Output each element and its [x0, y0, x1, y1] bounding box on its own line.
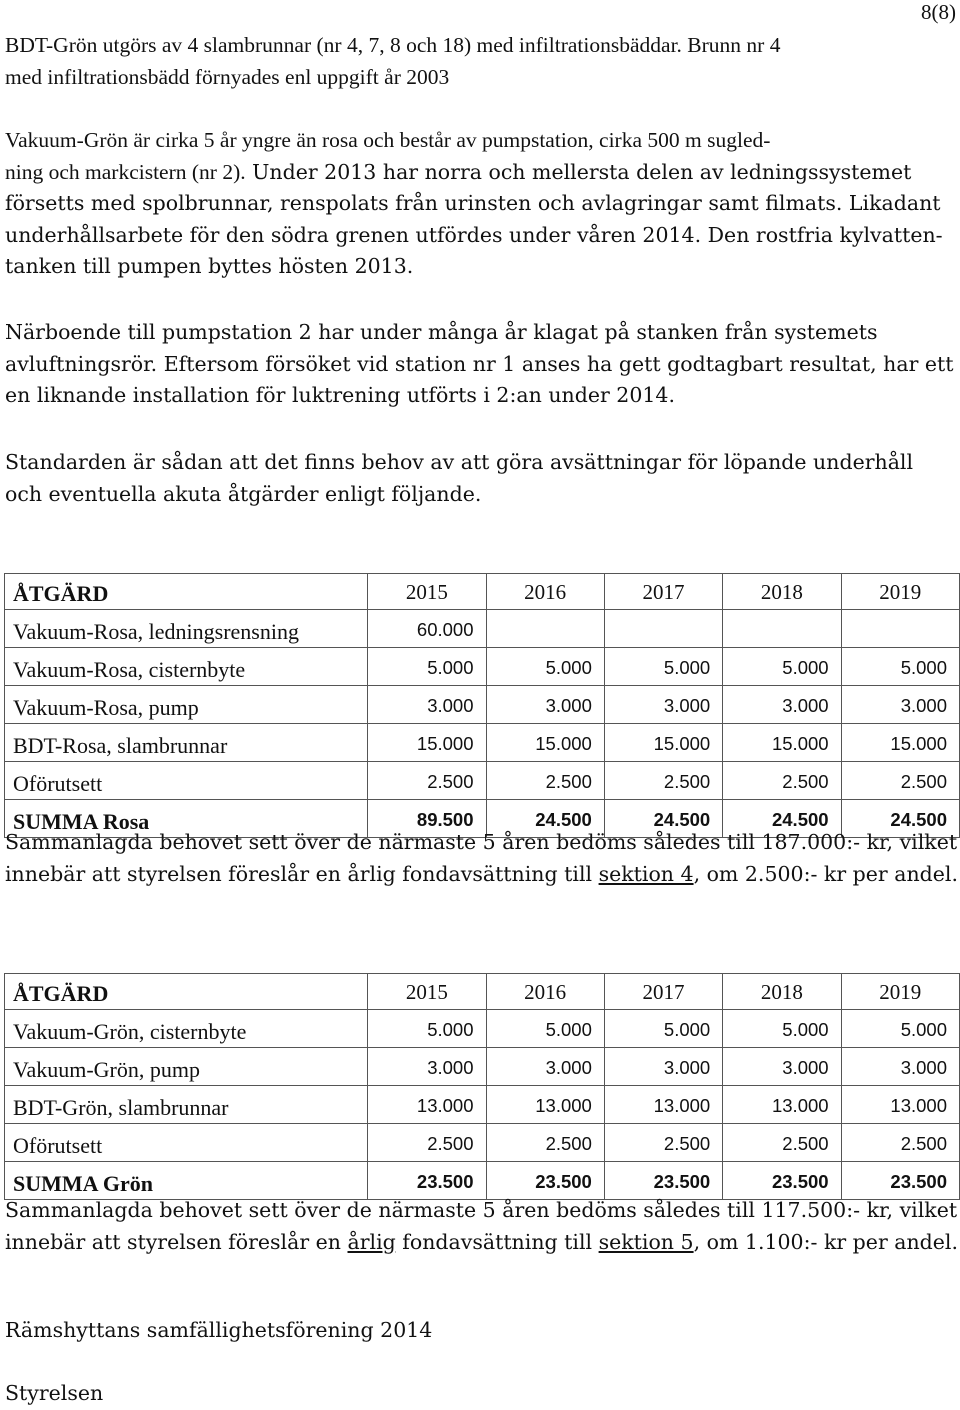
table-row: [5, 686, 960, 724]
header-cell: 2018: [723, 974, 841, 1010]
value-cell: 2.500: [723, 762, 841, 800]
table-row: [5, 724, 960, 762]
table-row: [5, 648, 960, 686]
value-cell: 5.000: [723, 1010, 841, 1048]
text-line: [5, 1227, 959, 1259]
text-line: Sammanlagda behovet sett över de närmaste 5 åren bedöms således till 117.500:- kr, vilket: [5, 1198, 958, 1222]
total-cell: 24.500: [486, 800, 604, 838]
total-cell: 23.500: [723, 1162, 841, 1200]
budget-table-gron: [4, 973, 960, 1200]
text-span: , om 1.100:- kr per andel.: [693, 1229, 959, 1254]
signature-org: [5, 1315, 950, 1347]
value-cell: 3.000: [723, 1048, 841, 1086]
text-line: [5, 157, 950, 189]
row-label: Oförutsett: [5, 762, 368, 800]
value-cell: 3.000: [841, 1048, 959, 1086]
value-cell: 5.000: [604, 1010, 722, 1048]
header-cell: 2017: [604, 974, 722, 1010]
value-cell: 5.000: [604, 648, 722, 686]
table-row: [5, 610, 960, 648]
value-cell: 2.500: [368, 1124, 486, 1162]
row-label: Vakuum-Grön, cisternbyte: [5, 1010, 368, 1048]
value-cell: 2.500: [604, 1124, 722, 1162]
header-cell: 2019: [841, 974, 959, 1010]
text-line: Sammanlagda behovet sett över de närmaste 5 åren bedöms således till 187.000:- kr, vilket: [5, 830, 958, 854]
value-cell: [841, 610, 959, 648]
paragraph-bdt-gron: [5, 30, 950, 93]
value-cell: 3.000: [368, 686, 486, 724]
text-span: fondavsättning till: [395, 1229, 599, 1254]
value-cell: 5.000: [841, 1010, 959, 1048]
value-cell: 3.000: [723, 686, 841, 724]
paragraph-standarden: [5, 447, 950, 510]
text-span: , om 2.500:- kr per andel.: [693, 861, 958, 886]
text-line: BDT-Grön utgörs av 4 slambrunnar (nr 4, 7, 8 och 18) med infiltrationsbäddar. Brunn nr 4: [5, 33, 781, 57]
value-cell: 13.000: [841, 1086, 959, 1124]
text-span: innebär att styrelsen föreslår en: [5, 1229, 348, 1254]
value-cell: 15.000: [841, 724, 959, 762]
total-cell: 24.500: [723, 800, 841, 838]
table-row: [5, 1124, 960, 1162]
value-cell: 3.000: [604, 1048, 722, 1086]
value-cell: 5.000: [368, 1010, 486, 1048]
header-cell: 2015: [368, 574, 486, 610]
value-cell: 3.000: [841, 686, 959, 724]
organization-name: Rämshyttans samfällighetsförening 2014: [5, 1318, 433, 1342]
budget-table-rosa: [4, 573, 960, 838]
text-line: Standarden är sådan att det finns behov av att göra avsättningar för löpande underhåll: [5, 450, 914, 474]
table-total-row: [5, 1162, 960, 1200]
board-signature: Styrelsen: [5, 1381, 104, 1405]
header-cell: ÅTGÄRD: [5, 974, 368, 1010]
value-cell: 5.000: [486, 648, 604, 686]
text-line: [5, 859, 958, 891]
text-line: underhållsarbete för den södra grenen utfördes under våren 2014. Den rostfria kylvatten-: [5, 222, 943, 247]
value-cell: 3.000: [486, 1048, 604, 1086]
text-line: tanken till pumpen byttes hösten 2013.: [5, 254, 414, 278]
value-cell: 3.000: [368, 1048, 486, 1086]
table-header-row: [5, 974, 960, 1010]
row-label: Vakuum-Rosa, pump: [5, 686, 368, 724]
row-label: Vakuum-Rosa, ledningsrensning: [5, 610, 368, 648]
header-cell: 2016: [486, 974, 604, 1010]
table-row: [5, 762, 960, 800]
value-cell: 15.000: [368, 724, 486, 762]
header-cell: 2016: [486, 574, 604, 610]
value-cell: [486, 610, 604, 648]
value-cell: 2.500: [604, 762, 722, 800]
text-span: innebär att styrelsen föreslår en årlig fondavsättning till: [5, 861, 599, 886]
value-cell: 13.000: [368, 1086, 486, 1124]
value-cell: 5.000: [841, 648, 959, 686]
underlined-word: årlig: [347, 1229, 396, 1254]
value-cell: 13.000: [723, 1086, 841, 1124]
total-cell: 23.500: [486, 1162, 604, 1200]
value-cell: 60.000: [368, 610, 486, 648]
total-label: SUMMA Grön: [5, 1162, 368, 1200]
value-cell: 2.500: [841, 762, 959, 800]
total-cell: 23.500: [604, 1162, 722, 1200]
value-cell: 13.000: [604, 1086, 722, 1124]
table-header-row: [5, 574, 960, 610]
text-span: ning och markcistern (nr 2).: [5, 159, 246, 184]
page-number: 8(8): [921, 0, 956, 24]
summary-rosa: [5, 827, 958, 890]
text-line: försetts med spolbrunnar, renspolats från urinsten och avlagringar samt filmats. Likadant: [5, 191, 941, 215]
value-cell: 3.000: [604, 686, 722, 724]
row-label: Vakuum-Rosa, cisternbyte: [5, 648, 368, 686]
value-cell: 2.500: [486, 1124, 604, 1162]
text-span: Under 2013 har norra och mellersta delen av ledningssystemet: [245, 159, 912, 184]
table-row: [5, 1010, 960, 1048]
total-cell: 23.500: [841, 1162, 959, 1200]
value-cell: [604, 610, 722, 648]
text-line: avluftningsrör. Eftersom försöket vid station nr 1 anses ha gett godtagbart resultat, har ett: [5, 351, 954, 376]
header-cell: ÅTGÄRD: [5, 574, 368, 610]
value-cell: 13.000: [486, 1086, 604, 1124]
value-cell: 15.000: [486, 724, 604, 762]
value-cell: 5.000: [368, 648, 486, 686]
summary-gron: [5, 1195, 959, 1258]
paragraph-vakuum-gron: [5, 125, 950, 283]
text-line: och eventuella akuta åtgärder enligt följande.: [5, 481, 482, 506]
header-cell: 2019: [841, 574, 959, 610]
total-cell: 24.500: [841, 800, 959, 838]
header-cell: 2018: [723, 574, 841, 610]
text-line: Närboende till pumpstation 2 har under många år klagat på stanken från systemets: [5, 320, 878, 344]
value-cell: 3.000: [486, 686, 604, 724]
paragraph-narboende: [5, 317, 954, 412]
table-row: [5, 1086, 960, 1124]
value-cell: 5.000: [486, 1010, 604, 1048]
value-cell: 2.500: [486, 762, 604, 800]
section-4-reference: sektion 4: [598, 861, 694, 886]
value-cell: [723, 610, 841, 648]
table-row: [5, 1048, 960, 1086]
text-line: Vakuum-Grön är cirka 5 år yngre än rosa och består av pumpstation, cirka 500 m sugled-: [5, 128, 771, 152]
value-cell: 2.500: [841, 1124, 959, 1162]
total-cell: 23.500: [368, 1162, 486, 1200]
value-cell: 2.500: [368, 762, 486, 800]
total-cell: 89.500: [368, 800, 486, 838]
row-label: Oförutsett: [5, 1124, 368, 1162]
text-line: en liknande installation för luktrening utförts i 2:an under 2014.: [5, 383, 675, 407]
row-label: BDT-Grön, slambrunnar: [5, 1086, 368, 1124]
header-cell: 2017: [604, 574, 722, 610]
total-label: SUMMA Rosa: [5, 800, 368, 838]
value-cell: 2.500: [723, 1124, 841, 1162]
text-line: med infiltrationsbädd förnyades enl uppgift år 2003: [5, 64, 450, 89]
value-cell: 15.000: [604, 724, 722, 762]
value-cell: 15.000: [723, 724, 841, 762]
header-cell: 2015: [368, 974, 486, 1010]
section-5-reference: sektion 5: [598, 1229, 694, 1254]
total-cell: 24.500: [604, 800, 722, 838]
value-cell: 5.000: [723, 648, 841, 686]
row-label: Vakuum-Grön, pump: [5, 1048, 368, 1086]
signature-board: [5, 1378, 950, 1410]
row-label: BDT-Rosa, slambrunnar: [5, 724, 368, 762]
